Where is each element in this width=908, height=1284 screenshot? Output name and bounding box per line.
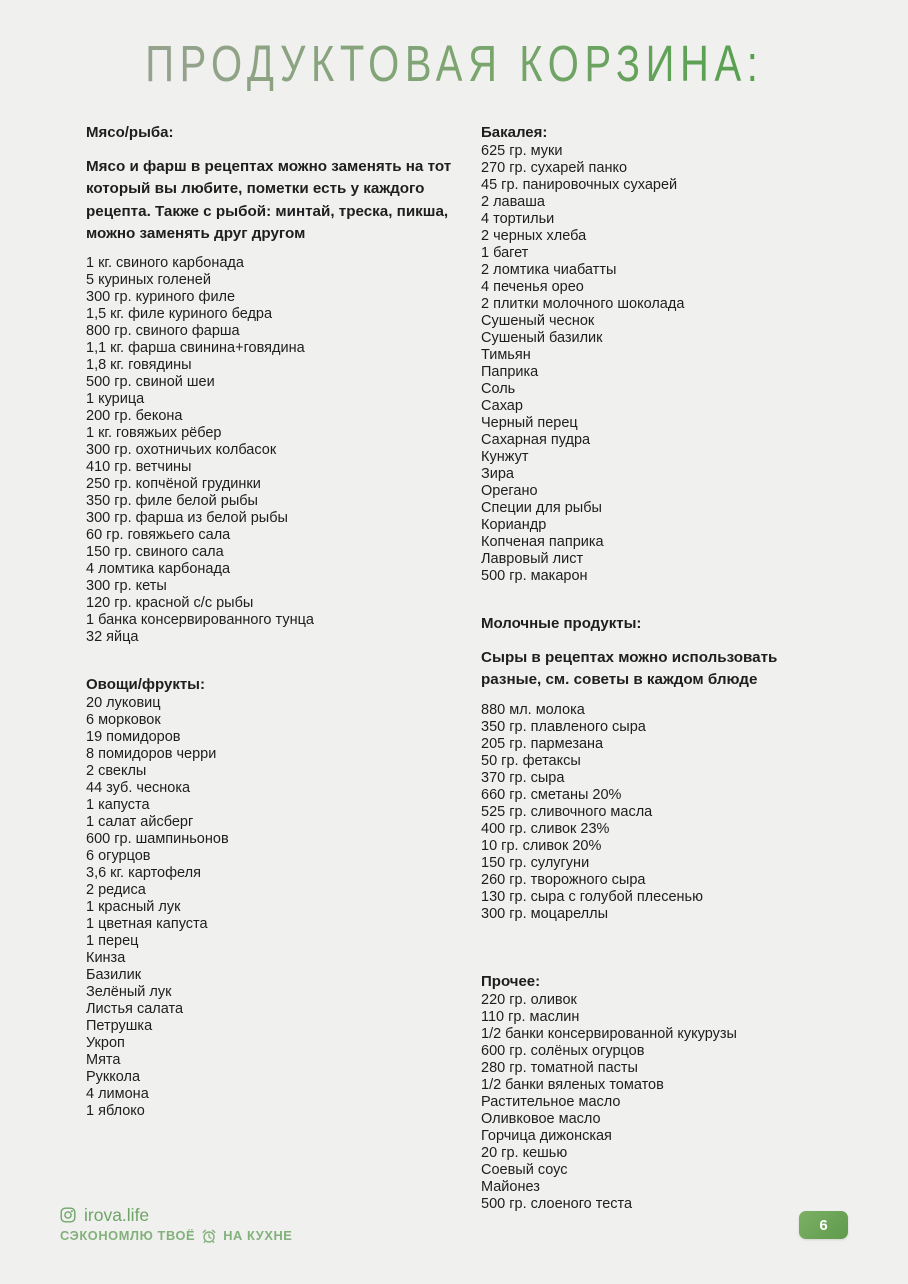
list-item: 1 цветная капуста xyxy=(86,916,208,933)
list-item: 1 красный лук xyxy=(86,899,181,916)
list-item: 3,6 кг. картофеля xyxy=(86,865,201,882)
list-item: 19 помидоров xyxy=(86,729,181,746)
list-item: 2 черных хлеба xyxy=(481,228,587,244)
footer xyxy=(60,1205,292,1244)
list-item: 1/2 банки консервированной кукурузы xyxy=(481,1025,737,1042)
list-item: 1 яблоко xyxy=(86,1103,145,1120)
instagram-handle: irova.life xyxy=(84,1205,150,1225)
list-item: 4 лимона xyxy=(86,1086,149,1103)
list-item: Зира xyxy=(481,466,514,482)
list-item: 1 багет xyxy=(481,245,529,261)
list-item: Листья салата xyxy=(86,1001,184,1018)
list-item: 1,1 кг. фарша свинина+говядина xyxy=(86,340,305,357)
list-item: 4 ломтика карбонада xyxy=(86,561,231,578)
list-item: 800 гр. свиного фарша xyxy=(86,323,240,340)
section-grocery xyxy=(481,124,868,585)
section-header-vegetables-fruits: Овощи/фрукты: xyxy=(86,676,205,694)
section-header-grocery: Бакалея: xyxy=(481,124,548,141)
list-item: 2 ломтика чиабатты xyxy=(481,262,617,278)
list-item: 500 гр. слоеного теста xyxy=(481,1195,633,1212)
list-item: 1 кг. свиного карбонада xyxy=(86,255,244,272)
list-item: 1 капуста xyxy=(86,797,150,814)
list-item: Зелёный лук xyxy=(86,984,172,1001)
list-item: 130 гр. сыра с голубой плесенью xyxy=(481,888,703,905)
list-item: Паприка xyxy=(481,364,539,380)
list-item: 1/2 банки вяленых томатов xyxy=(481,1076,664,1093)
list-item: 20 луковиц xyxy=(86,695,161,712)
list-item: 1 курица xyxy=(86,391,145,408)
list-item: 600 гр. шампиньонов xyxy=(86,831,229,848)
list-item: 50 гр. фетаксы xyxy=(481,752,581,769)
instagram-icon xyxy=(60,1207,76,1223)
right-column xyxy=(481,124,868,1213)
list-item: 350 гр. плавленого сыра xyxy=(481,718,646,735)
list-item: 60 гр. говяжьего сала xyxy=(86,527,231,544)
list-item: 6 огурцов xyxy=(86,848,151,865)
page-title-text: ПРОДУКТОВАЯ КОРЗИНА: xyxy=(144,35,764,93)
list-item: 32 яйца xyxy=(86,629,139,646)
list-item: Сахар xyxy=(481,398,523,414)
item-list-dairy xyxy=(481,702,868,923)
list-item: Мята xyxy=(86,1052,121,1069)
section-header-other: Прочее: xyxy=(481,972,541,990)
list-item: 350 гр. филе белой рыбы xyxy=(86,493,258,510)
list-item: 5 куриных голеней xyxy=(86,272,211,289)
list-item: 2 лаваша xyxy=(481,194,545,210)
section-vegetables-fruits xyxy=(86,676,466,1120)
list-item: 880 мл. молока xyxy=(481,701,585,718)
content-columns xyxy=(86,124,868,1213)
list-item: 44 зуб. чеснока xyxy=(86,780,191,797)
list-item: Тимьян xyxy=(481,347,531,363)
list-item: Оливковое масло xyxy=(481,1110,601,1127)
list-item: 45 гр. панировочных сухарей xyxy=(481,177,678,193)
section-meat-fish xyxy=(86,124,466,646)
footer-tagline xyxy=(60,1228,292,1244)
list-item: Растительное масло xyxy=(481,1093,621,1110)
left-column xyxy=(86,124,466,1213)
page-number-badge: 6 xyxy=(799,1211,848,1239)
section-dairy xyxy=(481,615,868,923)
list-item: 150 гр. сулугуни xyxy=(481,854,590,871)
list-item: 205 гр. пармезана xyxy=(481,735,604,752)
section-note-dairy: Сыры в рецептах можно использовать разные, см. советы в каждом блюде xyxy=(481,649,778,689)
list-item: Майонез xyxy=(481,1178,540,1195)
list-item: Соль xyxy=(481,381,516,397)
list-item: 1 банка консервированного тунца xyxy=(86,612,314,629)
list-item: Базилик xyxy=(86,967,142,984)
list-item: 2 плитки молочного шоколада xyxy=(481,296,685,312)
section-note-meat-fish: Мясо и фарш в рецептах можно заменять на тот который вы любите, пометки есть у каждого рецепта. Также с рыбой: минтай, треска, пикша, можно заменять друг другом xyxy=(86,158,452,242)
list-item: 8 помидоров черри xyxy=(86,746,217,763)
list-item: Черный перец xyxy=(481,415,578,431)
list-item: 10 гр. сливок 20% xyxy=(481,837,602,854)
list-item: Копченая паприка xyxy=(481,534,604,550)
list-item: 660 гр. сметаны 20% xyxy=(481,786,622,803)
list-item: Сахарная пудра xyxy=(481,432,591,448)
alarm-clock-icon xyxy=(201,1228,217,1244)
list-item: 370 гр. сыра xyxy=(481,769,565,786)
list-item: 260 гр. творожного сыра xyxy=(481,871,646,888)
section-header-dairy: Молочные продукты: xyxy=(481,615,642,632)
list-item: 500 гр. макарон xyxy=(481,568,588,584)
list-item: 1 перец xyxy=(86,933,139,950)
list-item: 120 гр. красной с/с рыбы xyxy=(86,595,254,612)
list-item: 600 гр. солёных огурцов xyxy=(481,1042,645,1059)
list-item: 270 гр. сухарей панко xyxy=(481,160,628,176)
list-item: Сушеный чеснок xyxy=(481,313,595,329)
tagline-after: НА КУХНЕ xyxy=(223,1228,293,1243)
section-header-meat-fish: Мясо/рыба: xyxy=(86,124,174,141)
list-item: Петрушка xyxy=(86,1018,153,1035)
item-list-other xyxy=(481,992,868,1213)
list-item: 1,5 кг. филе куриного бедра xyxy=(86,306,273,323)
list-item: Горчица дижонская xyxy=(481,1127,612,1144)
item-list-grocery xyxy=(481,143,868,585)
list-item: 400 гр. сливок 23% xyxy=(481,820,610,837)
list-item: Специи для рыбы xyxy=(481,500,602,516)
list-item: 20 гр. кешью xyxy=(481,1144,568,1161)
section-other xyxy=(481,973,868,1213)
list-item: Кинза xyxy=(86,950,126,967)
list-item: Кунжут xyxy=(481,449,529,465)
list-item: Соевый соус xyxy=(481,1161,568,1178)
list-item: 110 гр. маслин xyxy=(481,1008,580,1025)
list-item: Кориандр xyxy=(481,517,547,533)
list-item: 1 салат айсберг xyxy=(86,814,194,831)
page-title xyxy=(0,34,908,98)
list-item: Укроп xyxy=(86,1035,125,1052)
list-item: 300 гр. фарша из белой рыбы xyxy=(86,510,288,527)
list-item: 300 гр. моцареллы xyxy=(481,905,609,922)
list-item: 220 гр. оливок xyxy=(481,991,577,1008)
list-item: 150 гр. свиного сала xyxy=(86,544,224,561)
list-item: Лавровый лист xyxy=(481,551,584,567)
tagline-before: СЭКОНОМЛЮ ТВОЁ xyxy=(60,1228,196,1243)
list-item: 200 гр. бекона xyxy=(86,408,183,425)
list-item: 1 кг. говяжьих рёбер xyxy=(86,425,222,442)
list-item: 2 редиса xyxy=(86,882,146,899)
list-item: 525 гр. сливочного масла xyxy=(481,803,653,820)
list-item: 300 гр. охотничьих колбасок xyxy=(86,442,277,459)
list-item: Сушеный базилик xyxy=(481,330,603,346)
list-item: 300 гр. кеты xyxy=(86,578,167,595)
list-item: 4 тортильи xyxy=(481,211,555,227)
list-item: 500 гр. свиной шеи xyxy=(86,374,215,391)
list-item: 4 печенья орео xyxy=(481,279,584,295)
list-item: 1,8 кг. говядины xyxy=(86,357,192,374)
list-item: 300 гр. куриного филе xyxy=(86,289,236,306)
item-list-meat-fish xyxy=(86,255,466,646)
instagram-link[interactable] xyxy=(60,1205,292,1225)
list-item: Руккола xyxy=(86,1069,141,1086)
list-item: Орегано xyxy=(481,483,538,499)
list-item: 625 гр. муки xyxy=(481,143,563,159)
item-list-vegetables-fruits xyxy=(86,695,466,1120)
list-item: 280 гр. томатной пасты xyxy=(481,1059,638,1076)
list-item: 6 морковок xyxy=(86,712,161,729)
list-item: 2 свеклы xyxy=(86,763,147,780)
list-item: 250 гр. копчёной грудинки xyxy=(86,476,261,493)
list-item: 410 гр. ветчины xyxy=(86,459,192,476)
